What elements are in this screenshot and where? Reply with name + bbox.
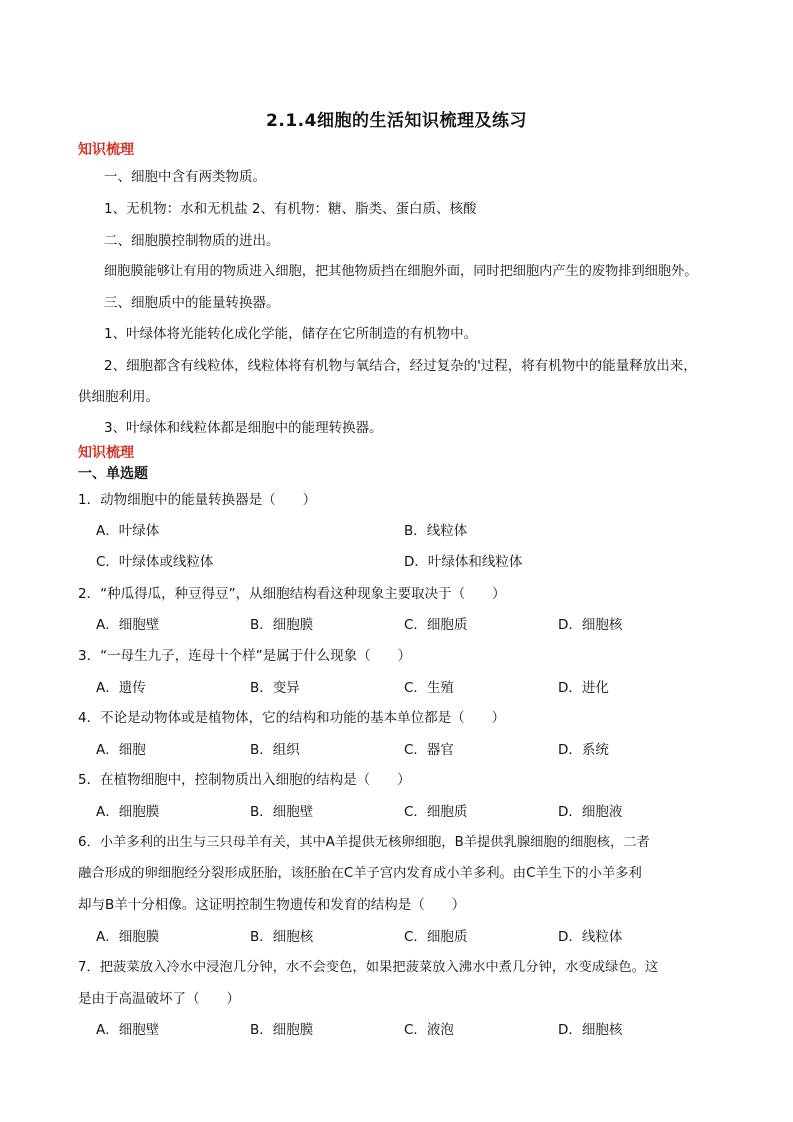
- option-d: D．线粒体: [558, 929, 623, 945]
- review-line: 三、细胞质中的能量转换器。: [104, 295, 280, 311]
- option-d: D．叶绿体和线粒体: [404, 554, 523, 570]
- option-c: C．液泡: [404, 1022, 454, 1038]
- option-d: D．细胞液: [558, 804, 623, 820]
- question-3: 3．“一母生九子，连母十个样”是属于什么现象（ ）: [78, 648, 412, 664]
- option-b: B．细胞膜: [250, 617, 314, 633]
- option-b: B．细胞膜: [250, 1022, 314, 1038]
- review-line: 供细胞利用。: [78, 389, 159, 405]
- option-b: B．变异: [250, 680, 300, 696]
- question-6-line-2: 融合形成的卵细胞经分裂形成胚胎，该胚胎在C羊子宫内发育成小羊多利。由C羊生下的小羊多利: [78, 866, 642, 881]
- option-a: A．叶绿体: [96, 523, 160, 539]
- option-c: C．细胞质: [404, 617, 468, 633]
- option-b: B．线粒体: [404, 523, 468, 539]
- option-a: A．细胞壁: [96, 1022, 160, 1038]
- option-d: D．细胞核: [558, 1022, 623, 1038]
- review-line: 细胞膜能够让有用的物质进入细胞，把其他物质挡在细胞外面，同时把细胞内产生的废物排到细胞外。: [104, 264, 698, 279]
- review-heading: 知识梳理: [78, 142, 134, 158]
- section-title: 一、单选题: [78, 466, 148, 482]
- review-line: 二、细胞膜控制物质的进出。: [104, 233, 280, 249]
- review-line: 1、叶绿体将光能转化成化学能，储存在它所制造的有机物中。: [104, 326, 478, 342]
- option-d: D．进化: [558, 680, 609, 696]
- review-line: 1、无机物：水和无机盐 2、有机物：糖、脂类、蛋白质、核酸: [104, 201, 477, 217]
- option-c: C．细胞质: [404, 804, 468, 820]
- option-d: D．细胞核: [558, 617, 623, 633]
- option-a: A．细胞壁: [96, 617, 160, 633]
- option-b: B．组织: [250, 742, 300, 758]
- question-7-line-1: 7．把菠菜放入冷水中浸泡几分钟，水不会变色，如果把菠菜放入沸水中煮几分钟，水变成绿色。这: [78, 960, 659, 975]
- option-c: C．叶绿体或线粒体: [96, 554, 214, 570]
- question-1: 1．动物细胞中的能量转换器是（ ）: [78, 492, 317, 508]
- option-a: A．遗传: [96, 680, 146, 696]
- question-4: 4．不论是动物体或是植物体，它的结构和功能的基本单位都是（ ）: [78, 710, 506, 726]
- option-c: C．器官: [404, 742, 454, 758]
- question-7-line-2: 是由于高温破坏了（ ）: [78, 991, 240, 1007]
- question-5: 5．在植物细胞中，控制物质出入细胞的结构是（ ）: [78, 772, 411, 788]
- review-line: 一、细胞中含有两类物质。: [104, 169, 266, 185]
- review-line: 2、细胞都含有线粒体，线粒体将有机物与氧结合，经过复杂的'过程，将有机物中的能量释放出来，: [104, 358, 697, 374]
- option-b: B．细胞核: [250, 929, 314, 945]
- option-a: A．细胞膜: [96, 804, 160, 820]
- question-6-line-1: 6．小羊多利的出生与三只母羊有关，其中A羊提供无核卵细胞，B羊提供乳腺细胞的细胞核，二者: [78, 835, 650, 850]
- option-a: A．细胞: [96, 742, 146, 758]
- option-c: C．细胞质: [404, 929, 468, 945]
- option-a: A．细胞膜: [96, 929, 160, 945]
- option-b: B．细胞壁: [250, 804, 314, 820]
- question-2: 2．“种瓜得瓜，种豆得豆”，从细胞结构看这种现象主要取决于（ ）: [78, 586, 506, 602]
- document-title: 2.1.4细胞的生活知识梳理及练习: [266, 111, 527, 131]
- option-c: C．生殖: [404, 680, 454, 696]
- practice-heading: 知识梳理: [78, 445, 134, 461]
- option-d: D．系统: [558, 742, 609, 758]
- question-6-line-3: 却与B羊十分相像。这证明控制生物遗传和发育的结构是（ ）: [78, 897, 466, 913]
- review-line: 3、叶绿体和线粒体都是细胞中的能理转换器。: [104, 420, 383, 436]
